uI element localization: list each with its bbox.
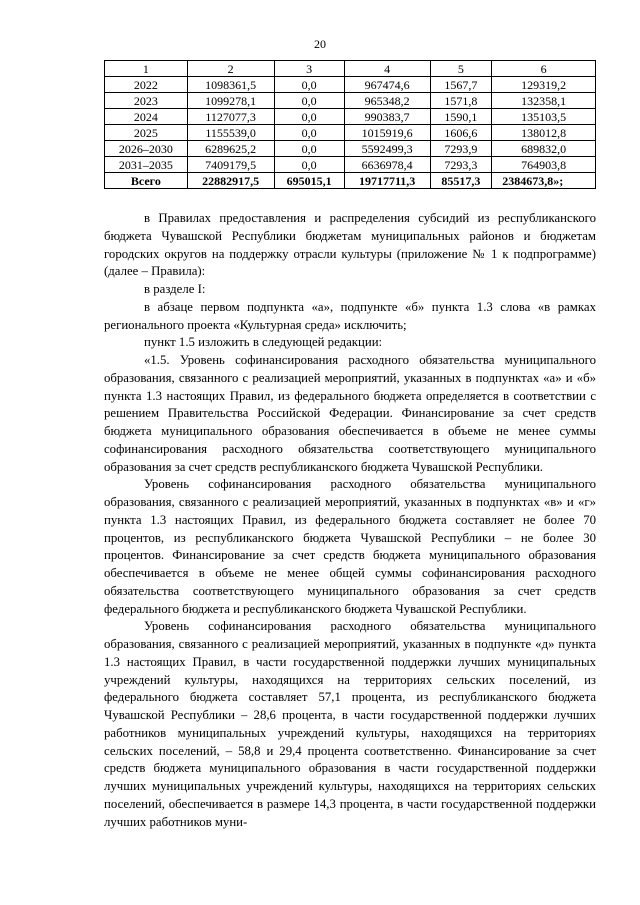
table-header-cell: 5 (430, 61, 492, 77)
table-cell: 2025 (105, 125, 188, 141)
table-cell: 5592499,3 (344, 141, 430, 157)
table-row (105, 93, 596, 109)
budget-table (104, 60, 596, 189)
document-body (104, 210, 596, 831)
table-header-row (105, 61, 596, 77)
table-header-cell: 3 (274, 61, 344, 77)
table-cell: 129319,2 (492, 77, 596, 93)
table-cell: 7293,3 (430, 157, 492, 173)
table-cell: 0,0 (274, 157, 344, 173)
table-cell: 990383,7 (344, 109, 430, 125)
table-total-cell: Всего (105, 173, 188, 189)
table-cell: 132358,1 (492, 93, 596, 109)
table-cell: 6289625,2 (187, 141, 274, 157)
paragraph: Уровень софинансирования расходного обязательства муниципального образования, связанного с реализацией мероприятий, указанных в подпункте «д» пункта 1.3 настоящих Правил, в части государственной поддержки лучших муниципальных учреждений культуры, находящихся на территориях сельских поселений, из федерального бюджета составляет 57,1 процента, из республиканского бюджета Чувашской Республики – 28,6 процента, в части государственной поддержки лучших работников муниципальных учреждений культуры, находящихся на территориях сельских поселений, – 58,8 и 29,4 процента соответственно. Финансирование за счет средств бюджета муниципального образования в части государственной поддержки лучших муниципальных учреждений культуры, находящихся на территориях сельских поселений, обеспечивается в размере 14,3 процента, в части государственной поддержки лучших работников муни- (104, 619, 596, 829)
table-cell: 0,0 (274, 93, 344, 109)
table-cell: 0,0 (274, 125, 344, 141)
table-header-cell: 1 (105, 61, 188, 77)
table-cell: 1155539,0 (187, 125, 274, 141)
page-number: 20 (314, 37, 326, 51)
table-cell: 1590,1 (430, 109, 492, 125)
table-cell: 1098361,5 (187, 77, 274, 93)
table-total-cell (492, 173, 596, 189)
table-cell: 2022 (105, 77, 188, 93)
table-cell: 2031–2035 (105, 157, 188, 173)
table-row (105, 125, 596, 141)
table-total-cell: 695015,1 (274, 173, 344, 189)
table-cell: 0,0 (274, 77, 344, 93)
table-cell: 967474,6 (344, 77, 430, 93)
table-cell: 689832,0 (492, 141, 596, 157)
table-cell: 965348,2 (344, 93, 430, 109)
table-total-cell: 19717711,3 (344, 173, 430, 189)
table-cell: 135103,5 (492, 109, 596, 125)
table-total-cell: 85517,3 (430, 173, 492, 189)
table-cell: 0,0 (274, 141, 344, 157)
table-total-cell: 22882917,5 (187, 173, 274, 189)
table-row (105, 109, 596, 125)
table-cell: 0,0 (274, 109, 344, 125)
table-row (105, 141, 596, 157)
table-header-cell: 4 (344, 61, 430, 77)
table-cell: 2026–2030 (105, 141, 188, 157)
paragraph: Уровень софинансирования расходного обязательства муниципального образования, связанного с реализацией мероприятий, указанных в подпунктах «в» и «г» пункта 1.3 настоящих Правил, из федерального бюджета составляет не более 70 процентов, из республиканского бюджета Чувашской Республики – не более 30 процентов. Финансирование за счет средств бюджета муниципального образования обеспечивается в объеме не менее общей суммы софинансирования расходного обязательства соответствующего муниципального образования за счет средств федерального бюджета и республиканского бюджета Чувашской Республики. (104, 477, 596, 616)
table-cell: 7409179,5 (187, 157, 274, 173)
table-cell: 1099278,1 (187, 93, 274, 109)
table-cell: 6636978,4 (344, 157, 430, 173)
table-row (105, 77, 596, 93)
paragraph: в разделе I: (144, 282, 206, 296)
table-cell: 7293,9 (430, 141, 492, 157)
total-suffix: »; (553, 173, 564, 188)
paragraph: пункт 1.5 изложить в следующей редакции: (144, 335, 383, 350)
table-cell: 1015919,6 (344, 125, 430, 141)
table-total-row (105, 173, 596, 189)
table-cell: 1571,8 (430, 93, 492, 109)
table-cell: 1127077,3 (187, 109, 274, 125)
paragraph: «1.5. Уровень софинансирования расходного обязательства муниципального образования, связанного с реализацией мероприятий, указанных в подпунктах «а» и «б» пункта 1.3 настоящих Правил, из федерального бюджета определяется в соответствии с решением Правительства Российской Федерации. Финансирование за счет средств бюджета муниципального образования обеспечивается в объеме не менее суммы софинансирования расходного обязательства соответствующего муниципального образования за счет средств республиканского бюджета Чувашской Республики. (104, 353, 596, 474)
table-cell: 764903,8 (492, 157, 596, 173)
table-cell: 2023 (105, 93, 188, 109)
table-cell: 1567,7 (430, 77, 492, 93)
table-header-cell: 2 (187, 61, 274, 77)
table-cell: 2024 (105, 109, 188, 125)
total-value: 2384673,8 (502, 173, 554, 188)
table-cell: 1606,6 (430, 125, 492, 141)
table-row (105, 157, 596, 173)
paragraph: в абзаце первом подпункта «а», подпункте «б» пункта 1.3 слова «в рамках регионального проекта «Культурная среда» исключить; (104, 299, 596, 332)
table-cell: 138012,8 (492, 125, 596, 141)
table-header-cell: 6 (492, 61, 596, 77)
paragraph: в Правилах предоставления и распределения субсидий из республиканского бюджета Чувашской Республики бюджетам муниципальных районов и бюджетам городских округов на поддержку отрасли культуры (приложение № 1 к подпрограмме) (далее – Правила): (104, 211, 596, 279)
